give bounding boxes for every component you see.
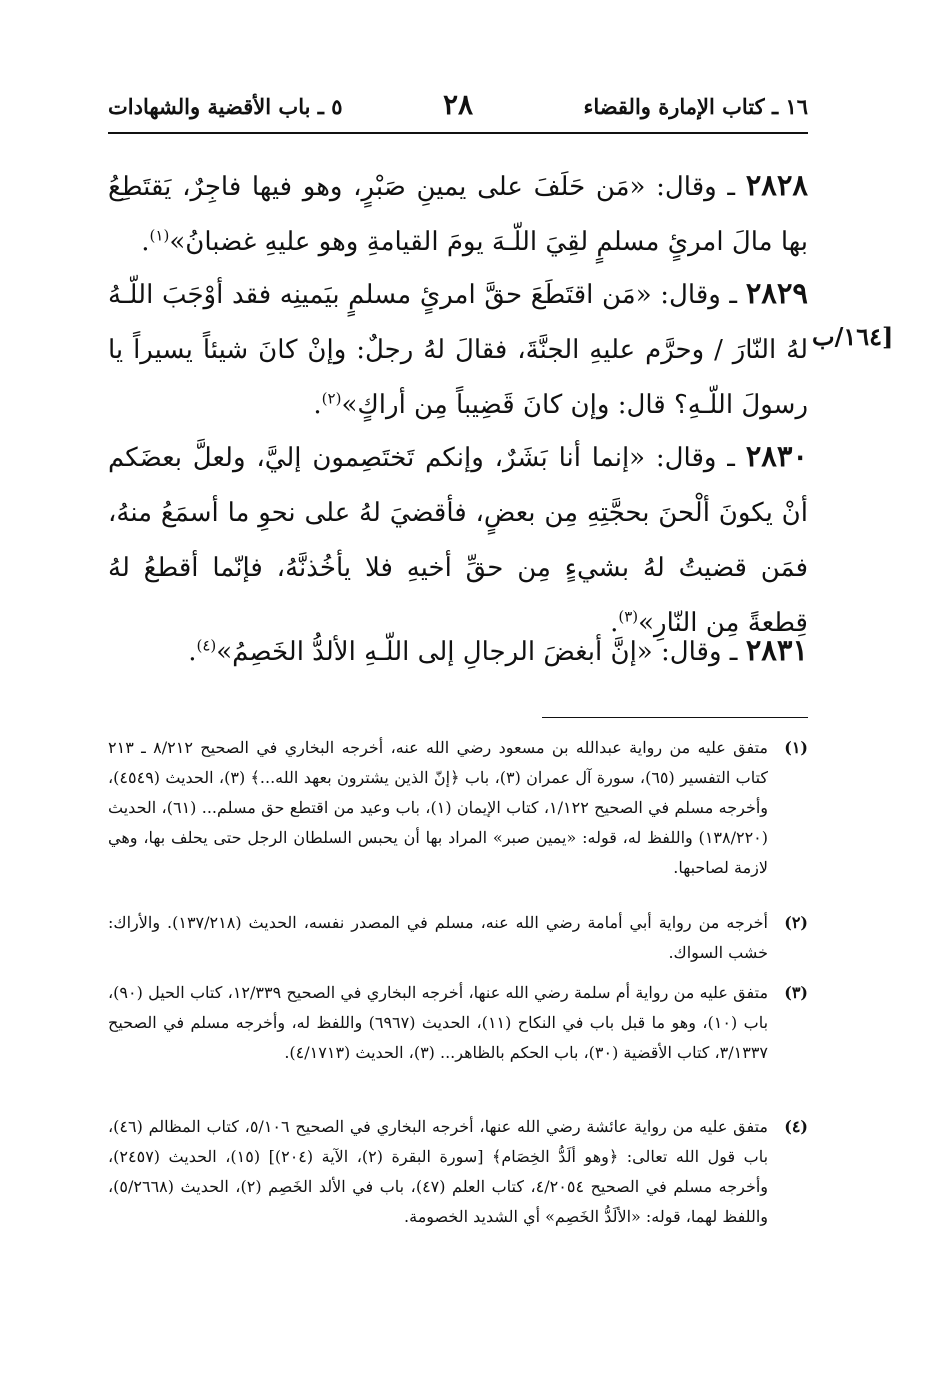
hadith-number: ٢٨٣٠: [745, 439, 808, 473]
header-chapter-title: ١٦ ـ كتاب الإمارة والقضاء: [583, 94, 808, 119]
footnote-number: (١): [784, 738, 808, 757]
footnote-text: متفق عليه من رواية عبدالله بن مسعود رضي الله عنه، أخرجه البخاري في الصحيح ٨/٢١٢ ـ ٢١٣ كتاب التفسير (٦٥)، سورة آل عمران (٣)، باب ﴿إنّ الذين يشترون بعهد الله...﴾ (٣)، الحديث (٤٥٤٩)، وأخرجه مسلم في الصحيح ١/١٢٢، كتاب الإيمان (١)، باب وعيد من اقتطع حق مسلم... (٦١)، الحديث (١٣٨/٢٢٠) واللفظ له، قوله: «يمين صبر» المراد بها أن يحبس السلطان الرجل حتى يحلف بها، وهي لازمة لصاحبها.: [108, 738, 769, 877]
hadith-number: ٢٨٣١: [745, 633, 808, 667]
footnote: [108, 1112, 808, 1232]
hadith-number: ٢٨٢٩: [745, 276, 808, 310]
footnote-number: (٢): [784, 913, 808, 932]
hadith-paragraph: ٢٨٢٨ ـ وقال: «مَن حَلَفَ على يمينِ صَبْرٍ، وهو فيها فاجِرٌ، يَقتَطِعُ بها مالَ امرئٍ مسلمٍ لقِيَ اللّـهَ يومَ القيامةِ وهو عليهِ غضبانُ»$^{(١)}$.: [108, 168, 808, 257]
hadith-paragraph: ٢٨٢٩ ـ وقال: «مَن اقتَطَعَ حقَّ امرئٍ مسلمٍ بيَمينِه فقد أوْجَبَ اللّـهُ لهُ النّارَ / وحرَّم عليهِ الجنَّةَ، فقالَ لهُ رجلٌ: وإنْ كانَ شيئاً يسيراً يا رسولَ اللّـهِ؟ قال: وإن كانَ قَضِيباً مِن أراكٍ»$^{(٢)}$.: [108, 276, 808, 420]
hadith-paragraph: ٢٨٣٠ ـ وقال: «إنما أنا بَشَرٌ، وإنكم تَختَصِمون إليَّ، ولعلَّ بعضَكم أنْ يكونَ ألْحنَ بحجَّتِهِ مِن بعضٍ، فأقضيَ لهُ على نحوِ ما أسمَعُ منهُ، فمَن قضيتُ لهُ بشيءٍ مِن حقِّ أخيهِ فلا يأخُذنَّهُ، فإنّما أقطعُ لهُ قِطعةً مِن النّارِ»$^{(٣)}$.: [108, 439, 808, 638]
footnote: [108, 908, 808, 968]
hadith-text: ـ وقال: «إنما أنا بَشَرٌ، وإنكم تَختَصِمون إليَّ، ولعلَّ بعضَكم أنْ يكونَ ألْحنَ بحجَّتِهِ مِن بعضٍ، فأقضيَ لهُ على نحوِ ما أسمَعُ منهُ، فمَن قضيتُ لهُ بشيءٍ مِن حقِّ أخيهِ فلا يأخُذنَّهُ، فإنّما أقطعُ لهُ قِطعةً مِن النّارِ»: [108, 443, 808, 638]
hadith-text: ـ وقال: «مَن اقتَطَعَ حقَّ امرئٍ مسلمٍ بيَمينِه فقد أوْجَبَ اللّـهُ لهُ النّارَ / وحرَّم عليهِ الجنَّةَ، فقالَ لهُ رجلٌ: وإنْ كانَ شيئاً يسيراً يا رسولَ اللّـهِ؟ قال: وإن كانَ قَضِيباً مِن أراكٍ»: [108, 280, 808, 420]
hadith-text: ـ وقال: «مَن حَلَفَ على يمينِ صَبْرٍ، وهو فيها فاجِرٌ، يَقتَطِعُ بها مالَ امرئٍ مسلمٍ لقِيَ اللّـهَ يومَ القيامةِ وهو عليهِ غضبانُ»: [108, 172, 808, 257]
header-divider: [108, 132, 808, 134]
footnote-text: متفق عليه من رواية أم سلمة رضي الله عنها، أخرجه البخاري في الصحيح ١٢/٣٣٩، كتاب الحيل (٩٠)، باب (١٠)، وهو ما قبل باب في النكاح (١١)، الحديث (٦٩٦٧) واللفظ له، وأخرجه مسلم في الصحيح ٣/١٣٣٧، كتاب الأقضية (٣٠)، باب الحكم بالظاهر... (٣)، الحديث (٤/١٧١٣).: [108, 983, 769, 1062]
manuscript-folio-note: ١٦٤/ب]: [812, 322, 894, 351]
footnote-text: أخرجه من رواية أبي أمامة رضي الله عنه، مسلم في المصدر نفسه، الحديث (١٣٧/٢١٨). والأراك: خشب السواك.: [108, 913, 768, 962]
hadith-number: ٢٨٢٨: [745, 168, 808, 202]
footnote-divider: [542, 717, 808, 718]
hadith-text: ـ وقال: «إنَّ أبغضَ الرجالِ إلى اللّـهِ الألدُّ الخَصِمُ»: [216, 637, 746, 667]
footnote-reference: (٣): [618, 607, 639, 626]
hadith-paragraph: ٢٨٣١ ـ وقال: «إنَّ أبغضَ الرجالِ إلى اللّـهِ الألدُّ الخَصِمُ»$^{(٤)}$.: [188, 633, 808, 667]
page-number: ٢٨: [442, 88, 474, 121]
footnote-number: (٣): [784, 983, 808, 1002]
running-header: [108, 88, 808, 128]
header-section-title: ٥ ـ باب الأقضية والشهادات: [108, 94, 343, 119]
footnote-reference: (١): [149, 226, 170, 245]
footnote-reference: (٤): [196, 636, 217, 655]
footnote: [108, 733, 808, 883]
footnote-text: متفق عليه من رواية عائشة رضي الله عنها، أخرجه البخاري في الصحيح ٥/١٠٦، كتاب المظالم (٤٦)، باب قول الله تعالى: ﴿وهو ألَدُّ الخِصَام﴾ [سورة البقرة (٢)، الآية (٢٠٤)] (١٥)، الحديث (٢٤٥٧)، وأخرجه مسلم في الصحيح ٤/٢٠٥٤، كتاب العلم (٤٧)، باب في الألد الخَصِم (٢)، الحديث (٥/٢٦٦٨)، واللفظ لهما، قوله: «الألَدُّ الخَصِم» أي الشديد الخصومة.: [108, 1117, 769, 1226]
footnote-reference: (٢): [321, 389, 342, 408]
footnote-number: (٤): [784, 1117, 808, 1136]
footnote: [108, 978, 808, 1068]
